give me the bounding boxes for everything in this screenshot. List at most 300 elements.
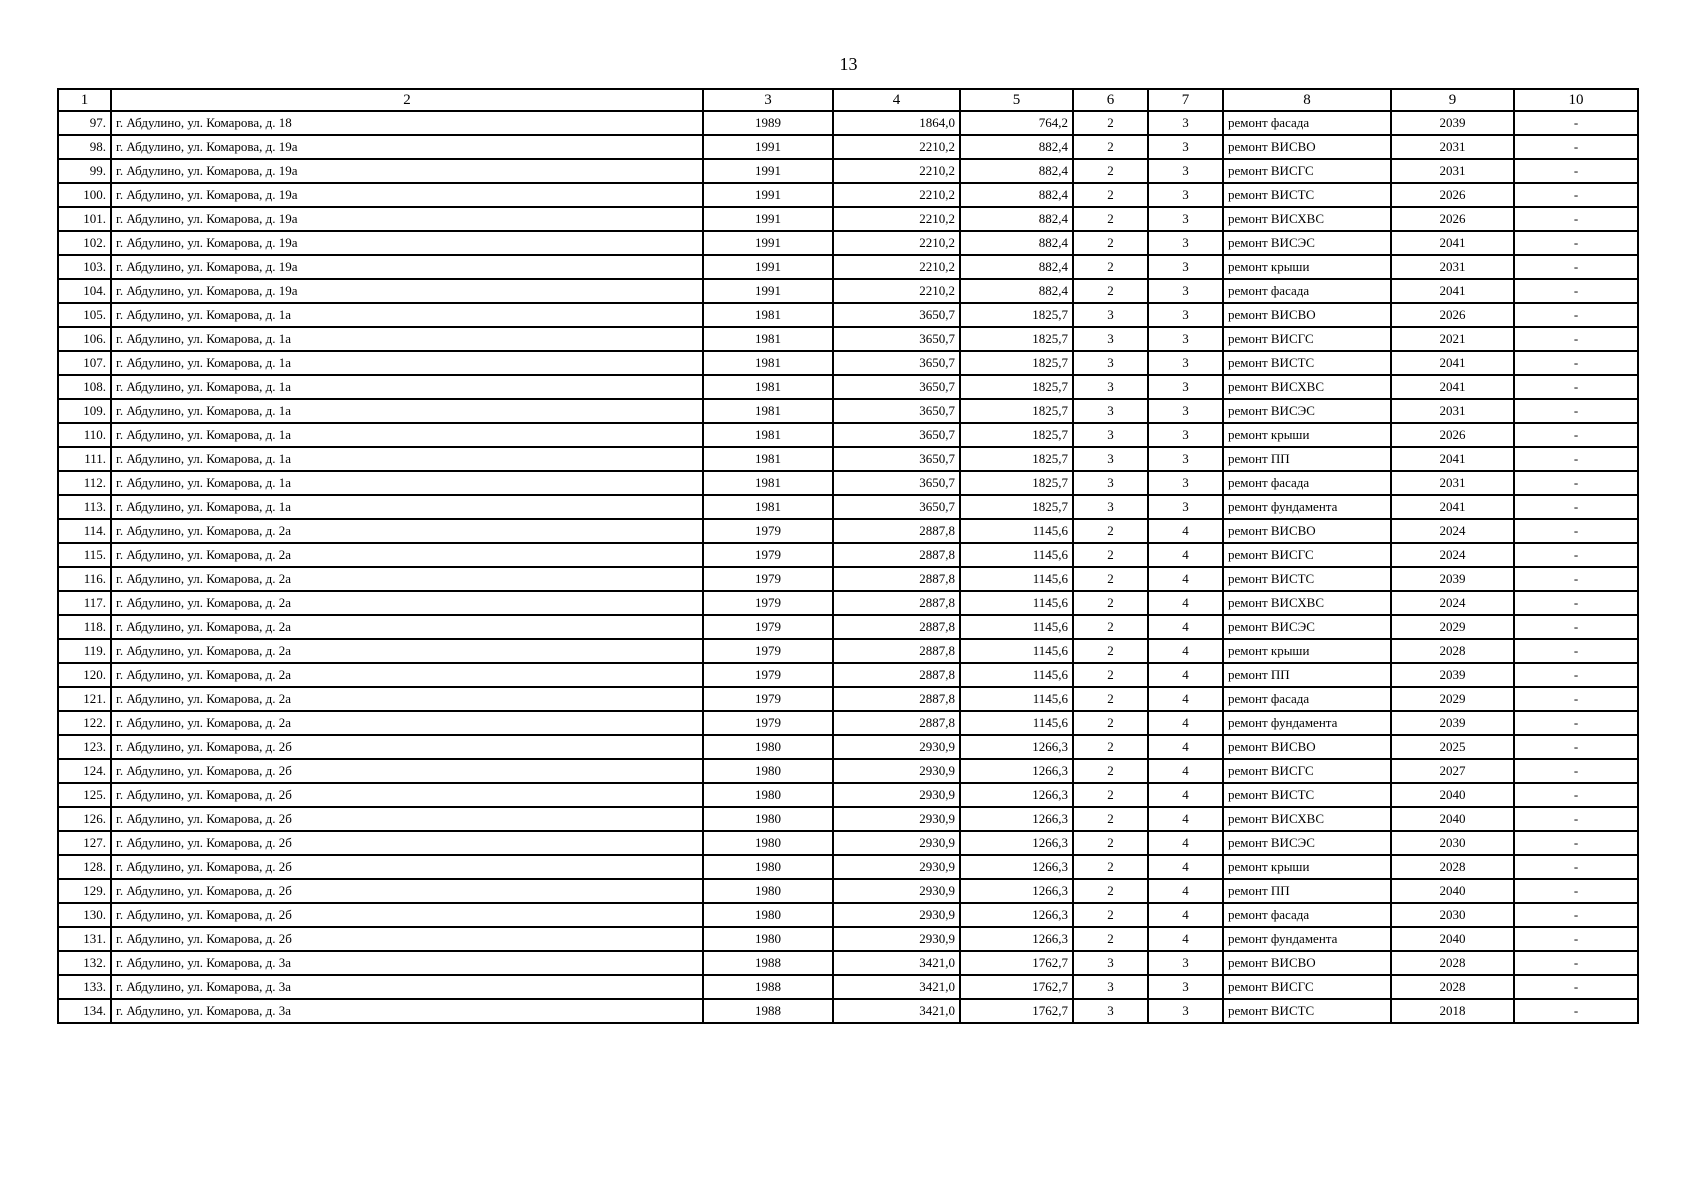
- cell-planned-year: 2029: [1391, 687, 1514, 711]
- cell-total-area: 2930,9: [833, 783, 960, 807]
- cell-year-built: 1979: [703, 591, 833, 615]
- cell-floors: 2: [1073, 831, 1148, 855]
- cell-note: -: [1514, 135, 1638, 159]
- cell-year-built: 1991: [703, 279, 833, 303]
- cell-note: -: [1514, 903, 1638, 927]
- cell-row-number: 115.: [58, 543, 111, 567]
- cell-living-area: 1145,6: [960, 519, 1073, 543]
- cell-floors: 3: [1073, 423, 1148, 447]
- cell-address: г. Абдулино, ул. Комарова, д. 2а: [111, 567, 703, 591]
- cell-floors: 2: [1073, 111, 1148, 135]
- cell-row-number: 132.: [58, 951, 111, 975]
- cell-entrances: 4: [1148, 711, 1223, 735]
- cell-address: г. Абдулино, ул. Комарова, д. 2б: [111, 783, 703, 807]
- cell-row-number: 125.: [58, 783, 111, 807]
- cell-total-area: 2930,9: [833, 807, 960, 831]
- cell-planned-year: 2041: [1391, 351, 1514, 375]
- cell-planned-year: 2021: [1391, 327, 1514, 351]
- cell-total-area: 3421,0: [833, 951, 960, 975]
- cell-note: -: [1514, 855, 1638, 879]
- cell-floors: 2: [1073, 207, 1148, 231]
- cell-year-built: 1991: [703, 135, 833, 159]
- cell-note: -: [1514, 543, 1638, 567]
- cell-living-area: 1145,6: [960, 567, 1073, 591]
- table-row: [58, 303, 1638, 327]
- table-row: [58, 735, 1638, 759]
- cell-note: -: [1514, 471, 1638, 495]
- cell-living-area: 882,4: [960, 135, 1073, 159]
- cell-work-type: ремонт ВИСГС: [1223, 543, 1391, 567]
- cell-work-type: ремонт ВИСВО: [1223, 303, 1391, 327]
- cell-year-built: 1981: [703, 327, 833, 351]
- cell-work-type: ремонт ВИСВО: [1223, 735, 1391, 759]
- cell-note: -: [1514, 615, 1638, 639]
- cell-note: -: [1514, 879, 1638, 903]
- cell-year-built: 1989: [703, 111, 833, 135]
- cell-total-area: 2210,2: [833, 183, 960, 207]
- table-row: [58, 159, 1638, 183]
- cell-entrances: 4: [1148, 759, 1223, 783]
- cell-entrances: 3: [1148, 975, 1223, 999]
- cell-planned-year: 2039: [1391, 567, 1514, 591]
- cell-address: г. Абдулино, ул. Комарова, д. 1а: [111, 495, 703, 519]
- cell-planned-year: 2025: [1391, 735, 1514, 759]
- cell-entrances: 4: [1148, 687, 1223, 711]
- cell-total-area: 2210,2: [833, 159, 960, 183]
- cell-total-area: 3650,7: [833, 303, 960, 327]
- cell-planned-year: 2031: [1391, 471, 1514, 495]
- cell-note: -: [1514, 663, 1638, 687]
- cell-address: г. Абдулино, ул. Комарова, д. 2а: [111, 639, 703, 663]
- cell-total-area: 2887,8: [833, 543, 960, 567]
- cell-work-type: ремонт ВИСТС: [1223, 999, 1391, 1023]
- cell-living-area: 1266,3: [960, 807, 1073, 831]
- cell-row-number: 101.: [58, 207, 111, 231]
- cell-entrances: 3: [1148, 255, 1223, 279]
- cell-planned-year: 2040: [1391, 807, 1514, 831]
- table-row: [58, 375, 1638, 399]
- cell-living-area: 1825,7: [960, 399, 1073, 423]
- cell-note: -: [1514, 495, 1638, 519]
- table-row: [58, 759, 1638, 783]
- cell-planned-year: 2030: [1391, 903, 1514, 927]
- cell-floors: 2: [1073, 183, 1148, 207]
- cell-address: г. Абдулино, ул. Комарова, д. 1а: [111, 447, 703, 471]
- cell-entrances: 3: [1148, 135, 1223, 159]
- cell-note: -: [1514, 159, 1638, 183]
- table-row: [58, 711, 1638, 735]
- cell-work-type: ремонт ВИСЭС: [1223, 399, 1391, 423]
- cell-row-number: 118.: [58, 615, 111, 639]
- cell-total-area: 3650,7: [833, 471, 960, 495]
- cell-planned-year: 2040: [1391, 879, 1514, 903]
- cell-year-built: 1980: [703, 855, 833, 879]
- cell-total-area: 3650,7: [833, 495, 960, 519]
- cell-entrances: 3: [1148, 423, 1223, 447]
- cell-total-area: 2887,8: [833, 519, 960, 543]
- cell-planned-year: 2028: [1391, 975, 1514, 999]
- cell-address: г. Абдулино, ул. Комарова, д. 19а: [111, 135, 703, 159]
- cell-living-area: 1145,6: [960, 591, 1073, 615]
- table-row: [58, 615, 1638, 639]
- cell-living-area: 1266,3: [960, 783, 1073, 807]
- cell-year-built: 1980: [703, 783, 833, 807]
- cell-work-type: ремонт ВИСХВС: [1223, 807, 1391, 831]
- cell-note: -: [1514, 783, 1638, 807]
- cell-living-area: 1266,3: [960, 735, 1073, 759]
- table-row: [58, 255, 1638, 279]
- cell-floors: 3: [1073, 975, 1148, 999]
- cell-entrances: 3: [1148, 447, 1223, 471]
- cell-floors: 2: [1073, 519, 1148, 543]
- table-row: [58, 351, 1638, 375]
- cell-row-number: 107.: [58, 351, 111, 375]
- cell-row-number: 113.: [58, 495, 111, 519]
- cell-total-area: 2930,9: [833, 855, 960, 879]
- cell-total-area: 2930,9: [833, 927, 960, 951]
- cell-planned-year: 2041: [1391, 231, 1514, 255]
- cell-year-built: 1980: [703, 879, 833, 903]
- cell-address: г. Абдулино, ул. Комарова, д. 1а: [111, 423, 703, 447]
- cell-planned-year: 2028: [1391, 855, 1514, 879]
- cell-year-built: 1988: [703, 951, 833, 975]
- cell-living-area: 882,4: [960, 231, 1073, 255]
- cell-floors: 2: [1073, 879, 1148, 903]
- cell-year-built: 1980: [703, 735, 833, 759]
- cell-entrances: 3: [1148, 327, 1223, 351]
- column-header-1: 1: [58, 89, 111, 111]
- cell-work-type: ремонт ВИСГС: [1223, 759, 1391, 783]
- cell-total-area: 2930,9: [833, 759, 960, 783]
- cell-planned-year: 2024: [1391, 519, 1514, 543]
- cell-year-built: 1979: [703, 567, 833, 591]
- cell-planned-year: 2040: [1391, 783, 1514, 807]
- cell-address: г. Абдулино, ул. Комарова, д. 2б: [111, 807, 703, 831]
- cell-entrances: 4: [1148, 927, 1223, 951]
- cell-work-type: ремонт ВИСТС: [1223, 567, 1391, 591]
- cell-work-type: ремонт ПП: [1223, 447, 1391, 471]
- cell-work-type: ремонт крыши: [1223, 855, 1391, 879]
- cell-living-area: 1266,3: [960, 927, 1073, 951]
- cell-planned-year: 2026: [1391, 303, 1514, 327]
- cell-year-built: 1979: [703, 711, 833, 735]
- cell-living-area: 882,4: [960, 183, 1073, 207]
- column-header-10: 10: [1514, 89, 1638, 111]
- cell-total-area: 2210,2: [833, 135, 960, 159]
- cell-planned-year: 2031: [1391, 255, 1514, 279]
- cell-planned-year: 2028: [1391, 639, 1514, 663]
- cell-floors: 2: [1073, 735, 1148, 759]
- cell-year-built: 1980: [703, 759, 833, 783]
- cell-total-area: 2887,8: [833, 639, 960, 663]
- cell-row-number: 129.: [58, 879, 111, 903]
- cell-work-type: ремонт крыши: [1223, 255, 1391, 279]
- cell-address: г. Абдулино, ул. Комарова, д. 1а: [111, 399, 703, 423]
- cell-row-number: 102.: [58, 231, 111, 255]
- cell-floors: 2: [1073, 231, 1148, 255]
- cell-address: г. Абдулино, ул. Комарова, д. 18: [111, 111, 703, 135]
- cell-year-built: 1981: [703, 303, 833, 327]
- cell-row-number: 120.: [58, 663, 111, 687]
- cell-year-built: 1980: [703, 903, 833, 927]
- cell-row-number: 105.: [58, 303, 111, 327]
- cell-row-number: 121.: [58, 687, 111, 711]
- cell-address: г. Абдулино, ул. Комарова, д. 3а: [111, 975, 703, 999]
- cell-total-area: 2210,2: [833, 255, 960, 279]
- cell-living-area: 1825,7: [960, 327, 1073, 351]
- table-row: [58, 495, 1638, 519]
- cell-row-number: 119.: [58, 639, 111, 663]
- table-row: [58, 519, 1638, 543]
- cell-address: г. Абдулино, ул. Комарова, д. 3а: [111, 999, 703, 1023]
- cell-note: -: [1514, 327, 1638, 351]
- table-row: [58, 783, 1638, 807]
- cell-work-type: ремонт фундамента: [1223, 927, 1391, 951]
- cell-address: г. Абдулино, ул. Комарова, д. 1а: [111, 471, 703, 495]
- cell-note: -: [1514, 999, 1638, 1023]
- table-row: [58, 855, 1638, 879]
- cell-entrances: 3: [1148, 399, 1223, 423]
- column-header-8: 8: [1223, 89, 1391, 111]
- cell-work-type: ремонт фасада: [1223, 903, 1391, 927]
- cell-planned-year: 2041: [1391, 375, 1514, 399]
- cell-floors: 2: [1073, 855, 1148, 879]
- cell-row-number: 126.: [58, 807, 111, 831]
- cell-floors: 3: [1073, 951, 1148, 975]
- cell-work-type: ремонт фасада: [1223, 687, 1391, 711]
- cell-living-area: 1266,3: [960, 903, 1073, 927]
- cell-floors: 2: [1073, 615, 1148, 639]
- cell-entrances: 4: [1148, 807, 1223, 831]
- cell-address: г. Абдулино, ул. Комарова, д. 2б: [111, 855, 703, 879]
- cell-living-area: 882,4: [960, 207, 1073, 231]
- cell-living-area: 882,4: [960, 159, 1073, 183]
- cell-address: г. Абдулино, ул. Комарова, д. 3а: [111, 951, 703, 975]
- table-row: [58, 591, 1638, 615]
- cell-address: г. Абдулино, ул. Комарова, д. 2б: [111, 879, 703, 903]
- cell-note: -: [1514, 759, 1638, 783]
- cell-living-area: 1825,7: [960, 471, 1073, 495]
- table-row: [58, 447, 1638, 471]
- cell-address: г. Абдулино, ул. Комарова, д. 19а: [111, 255, 703, 279]
- column-header-3: 3: [703, 89, 833, 111]
- cell-living-area: 1266,3: [960, 759, 1073, 783]
- cell-total-area: 2210,2: [833, 207, 960, 231]
- table-row: [58, 879, 1638, 903]
- cell-living-area: 1762,7: [960, 951, 1073, 975]
- cell-entrances: 3: [1148, 375, 1223, 399]
- cell-floors: 3: [1073, 375, 1148, 399]
- cell-row-number: 122.: [58, 711, 111, 735]
- cell-work-type: ремонт ВИСГС: [1223, 975, 1391, 999]
- cell-row-number: 134.: [58, 999, 111, 1023]
- cell-work-type: ремонт фасада: [1223, 279, 1391, 303]
- cell-entrances: 4: [1148, 567, 1223, 591]
- cell-work-type: ремонт ВИСЭС: [1223, 231, 1391, 255]
- cell-planned-year: 2018: [1391, 999, 1514, 1023]
- cell-work-type: ремонт фундамента: [1223, 495, 1391, 519]
- cell-floors: 3: [1073, 471, 1148, 495]
- cell-note: -: [1514, 111, 1638, 135]
- cell-planned-year: 2039: [1391, 711, 1514, 735]
- cell-planned-year: 2027: [1391, 759, 1514, 783]
- cell-total-area: 2887,8: [833, 615, 960, 639]
- cell-row-number: 111.: [58, 447, 111, 471]
- cell-planned-year: 2039: [1391, 663, 1514, 687]
- cell-living-area: 1825,7: [960, 351, 1073, 375]
- cell-floors: 3: [1073, 351, 1148, 375]
- cell-floors: 2: [1073, 591, 1148, 615]
- cell-work-type: ремонт ВИСХВС: [1223, 375, 1391, 399]
- cell-planned-year: 2024: [1391, 543, 1514, 567]
- cell-living-area: 1266,3: [960, 879, 1073, 903]
- cell-work-type: ремонт ВИСТС: [1223, 351, 1391, 375]
- cell-total-area: 2930,9: [833, 735, 960, 759]
- cell-address: г. Абдулино, ул. Комарова, д. 2б: [111, 735, 703, 759]
- table-row: [58, 111, 1638, 135]
- table-row: [58, 543, 1638, 567]
- cell-entrances: 4: [1148, 519, 1223, 543]
- cell-year-built: 1979: [703, 687, 833, 711]
- cell-note: -: [1514, 399, 1638, 423]
- cell-note: -: [1514, 639, 1638, 663]
- table-row: [58, 975, 1638, 999]
- cell-year-built: 1988: [703, 999, 833, 1023]
- cell-total-area: 2210,2: [833, 279, 960, 303]
- cell-note: -: [1514, 927, 1638, 951]
- cell-row-number: 100.: [58, 183, 111, 207]
- cell-address: г. Абдулино, ул. Комарова, д. 2а: [111, 591, 703, 615]
- cell-work-type: ремонт ВИСГС: [1223, 159, 1391, 183]
- cell-floors: 2: [1073, 663, 1148, 687]
- cell-floors: 2: [1073, 927, 1148, 951]
- cell-planned-year: 2024: [1391, 591, 1514, 615]
- cell-work-type: ремонт фасада: [1223, 111, 1391, 135]
- cell-planned-year: 2031: [1391, 399, 1514, 423]
- cell-year-built: 1991: [703, 159, 833, 183]
- cell-entrances: 4: [1148, 831, 1223, 855]
- cell-year-built: 1979: [703, 663, 833, 687]
- cell-address: г. Абдулино, ул. Комарова, д. 1а: [111, 303, 703, 327]
- cell-total-area: 2887,8: [833, 591, 960, 615]
- cell-row-number: 123.: [58, 735, 111, 759]
- column-header-4: 4: [833, 89, 960, 111]
- cell-row-number: 98.: [58, 135, 111, 159]
- cell-row-number: 114.: [58, 519, 111, 543]
- cell-address: г. Абдулино, ул. Комарова, д. 19а: [111, 183, 703, 207]
- cell-living-area: 1145,6: [960, 543, 1073, 567]
- cell-year-built: 1979: [703, 639, 833, 663]
- table-row: [58, 207, 1638, 231]
- cell-row-number: 103.: [58, 255, 111, 279]
- cell-note: -: [1514, 831, 1638, 855]
- cell-row-number: 112.: [58, 471, 111, 495]
- cell-address: г. Абдулино, ул. Комарова, д. 2б: [111, 927, 703, 951]
- cell-floors: 2: [1073, 159, 1148, 183]
- cell-entrances: 4: [1148, 855, 1223, 879]
- cell-living-area: 1825,7: [960, 303, 1073, 327]
- cell-note: -: [1514, 447, 1638, 471]
- cell-living-area: 1145,6: [960, 711, 1073, 735]
- cell-living-area: 1145,6: [960, 663, 1073, 687]
- cell-living-area: 1145,6: [960, 687, 1073, 711]
- cell-total-area: 3650,7: [833, 327, 960, 351]
- cell-total-area: 2930,9: [833, 879, 960, 903]
- cell-entrances: 4: [1148, 903, 1223, 927]
- cell-address: г. Абдулино, ул. Комарова, д. 2а: [111, 687, 703, 711]
- cell-address: г. Абдулино, ул. Комарова, д. 19а: [111, 159, 703, 183]
- cell-living-area: 1145,6: [960, 639, 1073, 663]
- cell-year-built: 1991: [703, 183, 833, 207]
- column-header-9: 9: [1391, 89, 1514, 111]
- cell-work-type: ремонт ВИСВО: [1223, 519, 1391, 543]
- cell-note: -: [1514, 567, 1638, 591]
- cell-year-built: 1979: [703, 543, 833, 567]
- cell-address: г. Абдулино, ул. Комарова, д. 19а: [111, 231, 703, 255]
- cell-year-built: 1981: [703, 495, 833, 519]
- cell-planned-year: 2040: [1391, 927, 1514, 951]
- cell-living-area: 1825,7: [960, 495, 1073, 519]
- cell-planned-year: 2031: [1391, 159, 1514, 183]
- column-header-7: 7: [1148, 89, 1223, 111]
- cell-total-area: 3650,7: [833, 447, 960, 471]
- cell-year-built: 1988: [703, 975, 833, 999]
- table-row: [58, 999, 1638, 1023]
- cell-entrances: 3: [1148, 183, 1223, 207]
- cell-floors: 2: [1073, 783, 1148, 807]
- cell-row-number: 97.: [58, 111, 111, 135]
- cell-row-number: 130.: [58, 903, 111, 927]
- cell-note: -: [1514, 591, 1638, 615]
- cell-row-number: 99.: [58, 159, 111, 183]
- cell-note: -: [1514, 231, 1638, 255]
- cell-row-number: 109.: [58, 399, 111, 423]
- cell-living-area: 1145,6: [960, 615, 1073, 639]
- column-header-5: 5: [960, 89, 1073, 111]
- cell-entrances: 3: [1148, 207, 1223, 231]
- cell-total-area: 3650,7: [833, 375, 960, 399]
- cell-work-type: ремонт ПП: [1223, 663, 1391, 687]
- cell-entrances: 3: [1148, 111, 1223, 135]
- cell-entrances: 4: [1148, 615, 1223, 639]
- table-row: [58, 951, 1638, 975]
- cell-floors: 2: [1073, 567, 1148, 591]
- cell-row-number: 108.: [58, 375, 111, 399]
- cell-floors: 3: [1073, 399, 1148, 423]
- cell-living-area: 1266,3: [960, 855, 1073, 879]
- cell-entrances: 3: [1148, 495, 1223, 519]
- cell-row-number: 116.: [58, 567, 111, 591]
- cell-entrances: 3: [1148, 279, 1223, 303]
- cell-living-area: 1762,7: [960, 999, 1073, 1023]
- cell-note: -: [1514, 351, 1638, 375]
- cell-floors: 3: [1073, 327, 1148, 351]
- cell-note: -: [1514, 807, 1638, 831]
- cell-planned-year: 2039: [1391, 111, 1514, 135]
- cell-total-area: 2887,8: [833, 711, 960, 735]
- cell-row-number: 104.: [58, 279, 111, 303]
- cell-note: -: [1514, 687, 1638, 711]
- cell-address: г. Абдулино, ул. Комарова, д. 2б: [111, 903, 703, 927]
- cell-row-number: 127.: [58, 831, 111, 855]
- cell-entrances: 4: [1148, 879, 1223, 903]
- cell-row-number: 124.: [58, 759, 111, 783]
- cell-floors: 2: [1073, 759, 1148, 783]
- table-row: [58, 639, 1638, 663]
- cell-planned-year: 2031: [1391, 135, 1514, 159]
- cell-work-type: ремонт ВИСТС: [1223, 183, 1391, 207]
- cell-address: г. Абдулино, ул. Комарова, д. 2а: [111, 519, 703, 543]
